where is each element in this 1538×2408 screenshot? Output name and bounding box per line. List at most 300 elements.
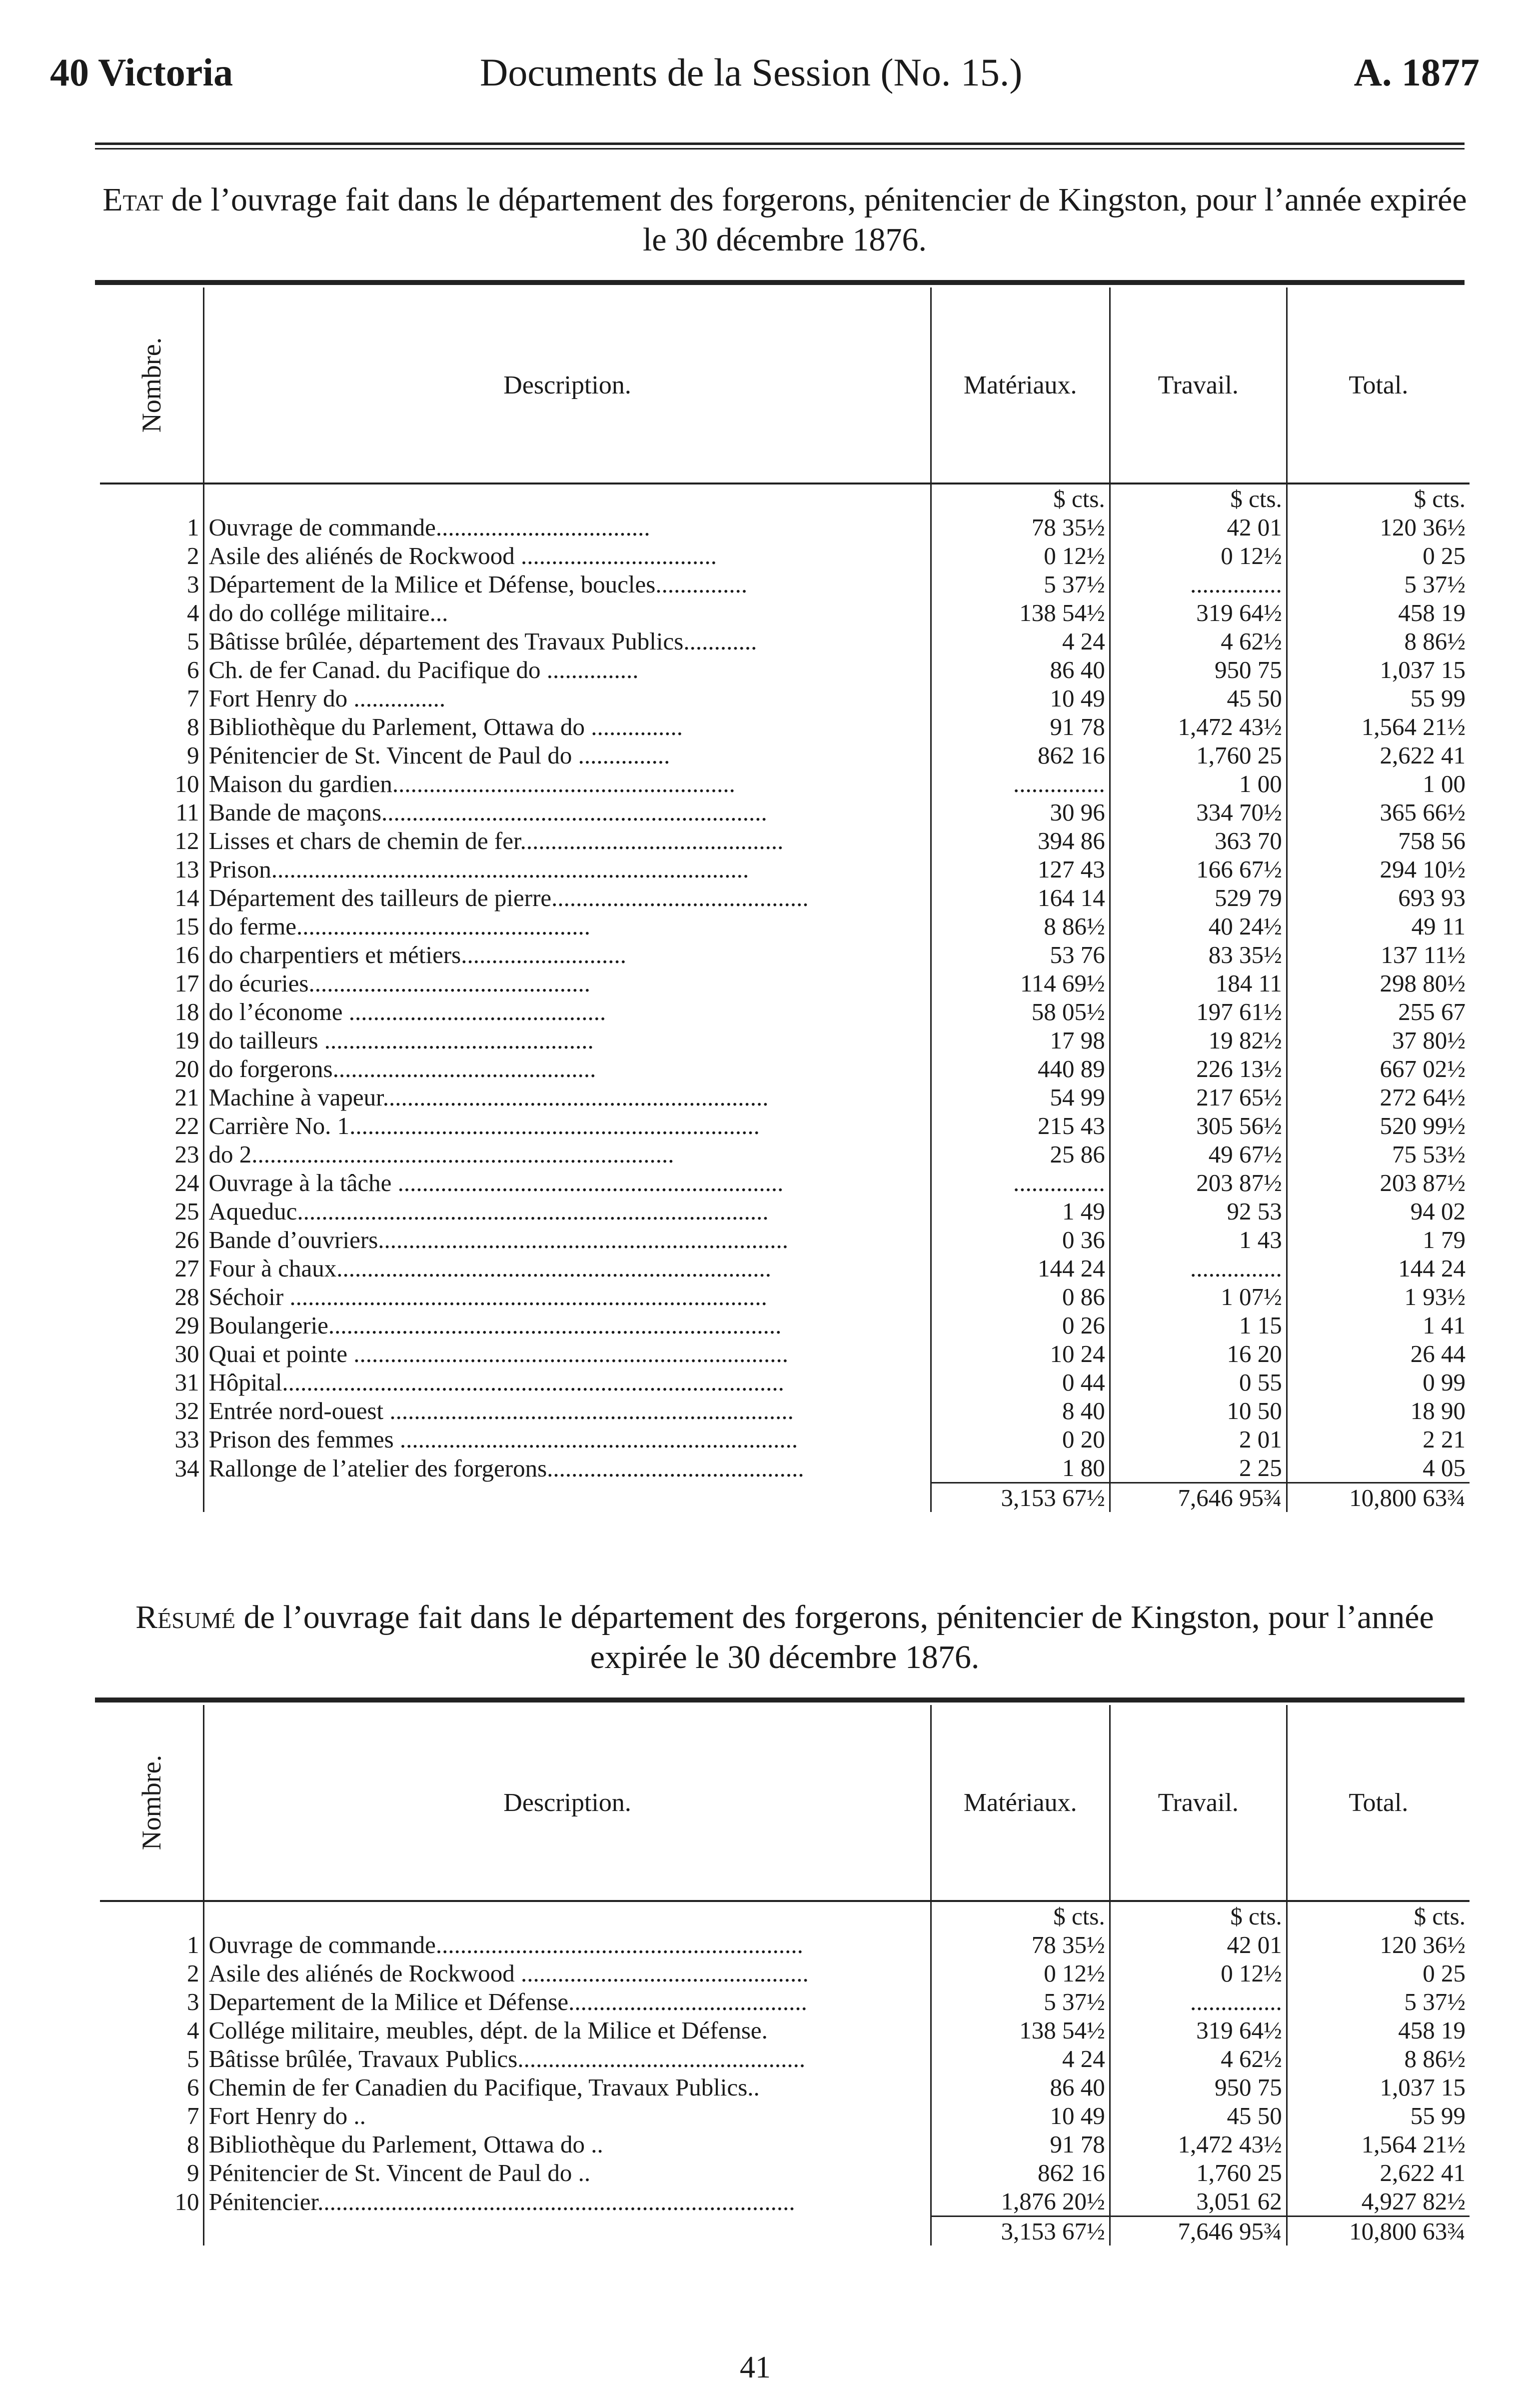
- row-materiaux: 862 16: [931, 2158, 1110, 2187]
- table-row: [100, 1197, 1470, 1226]
- row-travail: 16 20: [1110, 1340, 1287, 1368]
- row-description: Bande de maçons...............................................................: [204, 798, 931, 826]
- row-description: do charpentiers et métiers...........................: [204, 940, 931, 969]
- table1-total-trav: 7,646 95¾: [1110, 1483, 1287, 1512]
- row-number: 11: [175, 798, 199, 826]
- table-row: [100, 598, 1470, 627]
- row-number: 12: [174, 827, 199, 854]
- row-materiaux: 1 80: [931, 1454, 1110, 1483]
- table-row: [100, 2016, 1470, 2044]
- table2-unit-mat: $ cts.: [931, 1901, 1110, 1930]
- row-travail: 0 12½: [1110, 1959, 1287, 1988]
- row-description: Séchoir ..............................................................................: [204, 1282, 931, 1311]
- row-description: Hôpital..................................................................................: [204, 1368, 931, 1396]
- row-materiaux: 0 86: [931, 1282, 1110, 1311]
- row-number: 2: [186, 1960, 199, 1987]
- row-number: 4: [186, 2016, 199, 2044]
- row-description: Prison..............................................................................: [204, 855, 931, 884]
- row-total: 1,037 15: [1287, 656, 1470, 684]
- row-number: 18: [174, 998, 199, 1026]
- row-number: 6: [186, 2074, 199, 2101]
- row-description: Fort Henry do ...............: [204, 684, 931, 712]
- row-materiaux: 53 76: [931, 940, 1110, 969]
- row-description: Prison des femmes .................................................................: [204, 1425, 931, 1454]
- header-center: Documents de la Session (No. 15.): [480, 50, 1023, 94]
- row-number: 27: [174, 1254, 199, 1282]
- row-total: 94 02: [1287, 1197, 1470, 1226]
- row-travail: 4 62½: [1110, 627, 1287, 656]
- row-travail: 0 55: [1110, 1368, 1287, 1396]
- row-materiaux: 4 24: [931, 627, 1110, 656]
- header-right: A. 1877: [1354, 50, 1480, 94]
- table2-total-tot: 10,800 63¾: [1287, 2216, 1470, 2246]
- row-travail: 197 61½: [1110, 998, 1287, 1026]
- row-materiaux: 0 44: [931, 1368, 1110, 1396]
- row-total: 49 11: [1287, 912, 1470, 940]
- row-travail: 40 24½: [1110, 912, 1287, 940]
- row-number: 26: [174, 1226, 199, 1254]
- row-total: 0 99: [1287, 1368, 1470, 1396]
- row-number: 32: [174, 1397, 199, 1424]
- row-description: Bibliothèque du Parlement, Ottawa do ...............: [204, 712, 931, 741]
- row-materiaux: 91 78: [931, 2130, 1110, 2158]
- row-travail: 1 43: [1110, 1226, 1287, 1254]
- row-total: 458 19: [1287, 2016, 1470, 2044]
- row-number: 5: [186, 628, 199, 655]
- row-total: 203 87½: [1287, 1168, 1470, 1197]
- row-total: 120 36½: [1287, 1930, 1470, 1959]
- table2-top-rule: [95, 1698, 1465, 1702]
- row-total: 37 80½: [1287, 1026, 1470, 1054]
- table-row: [100, 969, 1470, 998]
- table1-caption-text: de l’ouvrage fait dans le département des forgerons, pénitencier de Kingston, pour l’année expirée le 30 décembre 1876.: [171, 182, 1467, 258]
- row-travail: 334 70½: [1110, 798, 1287, 826]
- row-materiaux: 58 05½: [931, 998, 1110, 1026]
- row-travail: ...............: [1110, 1254, 1287, 1282]
- row-materiaux: ...............: [931, 1168, 1110, 1197]
- row-number: 9: [186, 742, 199, 769]
- row-total: 1,564 21½: [1287, 2130, 1470, 2158]
- row-materiaux: 0 12½: [931, 1959, 1110, 1988]
- table1-head-travail: Travail.: [1110, 288, 1287, 484]
- table1-total-mat: 3,153 67½: [931, 1483, 1110, 1512]
- row-travail: 950 75: [1110, 2073, 1287, 2102]
- table-row: [100, 798, 1470, 826]
- row-description: Pénitencier de St. Vincent de Paul do ..: [204, 2158, 931, 2187]
- row-materiaux: 86 40: [931, 2073, 1110, 2102]
- row-materiaux: 30 96: [931, 798, 1110, 826]
- row-travail: 529 79: [1110, 884, 1287, 912]
- row-travail: 83 35½: [1110, 940, 1287, 969]
- row-travail: 363 70: [1110, 826, 1287, 855]
- table-row: [100, 1112, 1470, 1140]
- row-total: 365 66½: [1287, 798, 1470, 826]
- table2-unit-row: [100, 1901, 1470, 1930]
- row-travail: 3,051 62: [1110, 2187, 1287, 2216]
- row-description: Bâtisse brûlée, département des Travaux Publics............: [204, 627, 931, 656]
- row-travail: 203 87½: [1110, 1168, 1287, 1197]
- row-description: do ferme................................................: [204, 912, 931, 940]
- header-rule: [95, 142, 1465, 150]
- row-description: Aqueduc.............................................................................: [204, 1197, 931, 1226]
- row-total: 693 93: [1287, 884, 1470, 912]
- table-row: [100, 570, 1470, 598]
- row-total: 1 00: [1287, 770, 1470, 798]
- row-description: Bibliothèque du Parlement, Ottawa do ..: [204, 2130, 931, 2158]
- row-number: 10: [174, 2188, 199, 2216]
- table-row: [100, 1140, 1470, 1168]
- table2-head-travail: Travail.: [1110, 1705, 1287, 1901]
- row-description: Fort Henry do ..: [204, 2102, 931, 2130]
- row-materiaux: 78 35½: [931, 1930, 1110, 1959]
- row-description: do 2.....................................................................: [204, 1140, 931, 1168]
- table2-total-mat: 3,153 67½: [931, 2216, 1110, 2246]
- table-row: [100, 1226, 1470, 1254]
- row-materiaux: 8 86½: [931, 912, 1110, 940]
- row-number: 23: [174, 1140, 199, 1168]
- row-number: 15: [174, 912, 199, 940]
- table-row: [100, 741, 1470, 770]
- table2-caption-lead: Résumé: [135, 1599, 236, 1636]
- table2-head-nombre: Nombre.: [100, 1705, 204, 1901]
- row-materiaux: 86 40: [931, 656, 1110, 684]
- row-total: 4 05: [1287, 1454, 1470, 1483]
- table-row: [100, 513, 1470, 542]
- row-materiaux: 5 37½: [931, 1988, 1110, 2016]
- row-total: 1 93½: [1287, 1282, 1470, 1311]
- row-materiaux: 54 99: [931, 1083, 1110, 1112]
- table-row: [100, 542, 1470, 570]
- row-travail: 166 67½: [1110, 855, 1287, 884]
- row-materiaux: 0 12½: [931, 542, 1110, 570]
- row-travail: 49 67½: [1110, 1140, 1287, 1168]
- row-number: 21: [174, 1084, 199, 1111]
- table2-caption-text: de l’ouvrage fait dans le département des forgerons, pénitencier de Kingston, pour l’année expirée le 30 décembre 1876.: [243, 1599, 1434, 1676]
- row-total: 18 90: [1287, 1396, 1470, 1425]
- table-row: [100, 2044, 1470, 2073]
- row-total: 26 44: [1287, 1340, 1470, 1368]
- table2-head-description: Description.: [204, 1705, 931, 1901]
- row-number: 20: [174, 1055, 199, 1082]
- row-number: 1: [186, 1931, 199, 1958]
- row-description: Departement de la Milice et Défense.......................................: [204, 1988, 931, 2016]
- row-materiaux: 78 35½: [931, 513, 1110, 542]
- row-number: 33: [174, 1426, 199, 1453]
- row-materiaux: 215 43: [931, 1112, 1110, 1140]
- table1-unit-row: [100, 484, 1470, 513]
- row-materiaux: 862 16: [931, 741, 1110, 770]
- row-total: 8 86½: [1287, 627, 1470, 656]
- row-total: 4,927 82½: [1287, 2187, 1470, 2216]
- row-number: 2: [186, 542, 199, 570]
- row-materiaux: 1 49: [931, 1197, 1110, 1226]
- table1: [100, 288, 1470, 1512]
- table2: [100, 1705, 1470, 2246]
- row-travail: 42 01: [1110, 1930, 1287, 1959]
- row-description: Asile des aliénés de Rockwood ................................: [204, 542, 931, 570]
- row-travail: 19 82½: [1110, 1026, 1287, 1054]
- row-description: Machine à vapeur...............................................................: [204, 1083, 931, 1112]
- row-description: Chemin de fer Canadien du Pacifique, Travaux Publics..: [204, 2073, 931, 2102]
- row-description: Quai et pointe .......................................................................: [204, 1340, 931, 1368]
- row-materiaux: 127 43: [931, 855, 1110, 884]
- row-materiaux: 10 24: [931, 1340, 1110, 1368]
- row-number: 6: [186, 656, 199, 684]
- table-row: [100, 656, 1470, 684]
- row-materiaux: 25 86: [931, 1140, 1110, 1168]
- row-number: 5: [186, 2045, 199, 2072]
- row-total: 758 56: [1287, 826, 1470, 855]
- row-number: 14: [174, 884, 199, 912]
- row-number: 1: [186, 514, 199, 541]
- row-total: 144 24: [1287, 1254, 1470, 1282]
- table2-total-trav: 7,646 95¾: [1110, 2216, 1287, 2246]
- table-row: [100, 998, 1470, 1026]
- table1-head-total: Total.: [1287, 288, 1470, 484]
- row-materiaux: 440 89: [931, 1054, 1110, 1083]
- row-total: 0 25: [1287, 542, 1470, 570]
- row-travail: 92 53: [1110, 1197, 1287, 1226]
- row-materiaux: 8 40: [931, 1396, 1110, 1425]
- row-number: 17: [174, 970, 199, 997]
- table1-total-tot: 10,800 63¾: [1287, 1483, 1470, 1512]
- table-row: [100, 1311, 1470, 1340]
- row-travail: 319 64½: [1110, 598, 1287, 627]
- row-materiaux: 164 14: [931, 884, 1110, 912]
- table-row: [100, 2158, 1470, 2187]
- row-description: Bâtisse brûlée, Travaux Publics...............................................: [204, 2044, 931, 2073]
- table-row: [100, 1368, 1470, 1396]
- row-number: 31: [174, 1368, 199, 1396]
- table-row: [100, 940, 1470, 969]
- row-description: Lisses et chars de chemin de fer...........................................: [204, 826, 931, 855]
- row-total: 2 21: [1287, 1425, 1470, 1454]
- row-travail: 1,472 43½: [1110, 2130, 1287, 2158]
- page-number: 41: [740, 2350, 771, 2384]
- row-materiaux: 10 49: [931, 2102, 1110, 2130]
- row-description: Boulangerie..........................................................................: [204, 1311, 931, 1340]
- table1-caption: [100, 180, 1470, 260]
- table-row: [100, 1930, 1470, 1959]
- row-number: 9: [186, 2159, 199, 2186]
- row-travail: 45 50: [1110, 2102, 1287, 2130]
- row-description: Département des tailleurs de pierre..........................................: [204, 884, 931, 912]
- row-total: 2,622 41: [1287, 741, 1470, 770]
- table1-top-rule: [95, 280, 1465, 285]
- row-total: 298 80½: [1287, 969, 1470, 998]
- table-row: [100, 712, 1470, 741]
- row-description: do tailleurs ............................................: [204, 1026, 931, 1054]
- table-row: [100, 826, 1470, 855]
- row-materiaux: 10 49: [931, 684, 1110, 712]
- row-travail: 10 50: [1110, 1396, 1287, 1425]
- row-total: 272 64½: [1287, 1083, 1470, 1112]
- row-description: Ouvrage de commande...................................: [204, 513, 931, 542]
- table1-unit-tot: $ cts.: [1287, 484, 1470, 513]
- row-description: Collége militaire, meubles, dépt. de la Milice et Défense.: [204, 2016, 931, 2044]
- table-row: [100, 1168, 1470, 1197]
- table2-caption: [100, 1598, 1470, 1678]
- table-row: [100, 2073, 1470, 2102]
- row-travail: 2 01: [1110, 1425, 1287, 1454]
- table2-header-row: [100, 1705, 1470, 1901]
- row-number: 30: [174, 1340, 199, 1368]
- table-row: [100, 1282, 1470, 1311]
- row-materiaux: 114 69½: [931, 969, 1110, 998]
- row-description: Carrière No. 1...................................................................: [204, 1112, 931, 1140]
- table1-unit-trav: $ cts.: [1110, 484, 1287, 513]
- row-total: 0 25: [1287, 1959, 1470, 1988]
- row-description: Four à chaux.......................................................................: [204, 1254, 931, 1282]
- table-row: [100, 2187, 1470, 2216]
- row-number: 25: [174, 1198, 199, 1225]
- table-row: [100, 855, 1470, 884]
- row-total: 1 79: [1287, 1226, 1470, 1254]
- row-number: 28: [174, 1283, 199, 1310]
- row-number: 7: [186, 684, 199, 712]
- row-description: Asile des aliénés de Rockwood ...............................................: [204, 1959, 931, 1988]
- row-total: 1,564 21½: [1287, 712, 1470, 741]
- table-row: [100, 1959, 1470, 1988]
- row-travail: 1 00: [1110, 770, 1287, 798]
- row-travail: ...............: [1110, 1988, 1287, 2016]
- row-total: 55 99: [1287, 684, 1470, 712]
- row-travail: 305 56½: [1110, 1112, 1287, 1140]
- table-row: [100, 1425, 1470, 1454]
- row-travail: 226 13½: [1110, 1054, 1287, 1083]
- row-travail: 0 12½: [1110, 542, 1287, 570]
- row-total: 1,037 15: [1287, 2073, 1470, 2102]
- row-description: do forgerons...........................................: [204, 1054, 931, 1083]
- row-travail: 950 75: [1110, 656, 1287, 684]
- row-materiaux: 144 24: [931, 1254, 1110, 1282]
- table2-unit-tot: $ cts.: [1287, 1901, 1470, 1930]
- row-description: Maison du gardien........................................................: [204, 770, 931, 798]
- row-materiaux: 1,876 20½: [931, 2187, 1110, 2216]
- table-row: [100, 770, 1470, 798]
- row-travail: 4 62½: [1110, 2044, 1287, 2073]
- table1-head-description: Description.: [204, 288, 931, 484]
- row-travail: 1,760 25: [1110, 741, 1287, 770]
- running-header: [50, 50, 1480, 110]
- row-travail: 319 64½: [1110, 2016, 1287, 2044]
- table-row: [100, 2102, 1470, 2130]
- table-row: [100, 1026, 1470, 1054]
- row-number: 34: [174, 1454, 199, 1482]
- row-number: 3: [186, 1988, 199, 2016]
- row-number: 8: [186, 2130, 199, 2158]
- table2-head-materiaux: Matériaux.: [931, 1705, 1110, 1901]
- row-materiaux: 0 36: [931, 1226, 1110, 1254]
- row-total: 294 10½: [1287, 855, 1470, 884]
- row-materiaux: 138 54½: [931, 598, 1110, 627]
- row-total: 55 99: [1287, 2102, 1470, 2130]
- table1-total-row: [100, 1483, 1470, 1512]
- row-travail: 217 65½: [1110, 1083, 1287, 1112]
- row-number: 3: [186, 570, 199, 598]
- row-travail: 1 07½: [1110, 1282, 1287, 1311]
- row-travail: 42 01: [1110, 513, 1287, 542]
- table1-head-materiaux: Matériaux.: [931, 288, 1110, 484]
- row-total: 2,622 41: [1287, 2158, 1470, 2187]
- row-total: 120 36½: [1287, 513, 1470, 542]
- table-row: [100, 684, 1470, 712]
- table2-unit-trav: $ cts.: [1110, 1901, 1287, 1930]
- row-description: Entrée nord-ouest ..................................................................: [204, 1396, 931, 1425]
- row-materiaux: 0 20: [931, 1425, 1110, 1454]
- row-total: 1 41: [1287, 1311, 1470, 1340]
- table-row: [100, 1054, 1470, 1083]
- row-materiaux: 91 78: [931, 712, 1110, 741]
- row-number: 10: [174, 770, 199, 798]
- row-number: 13: [174, 856, 199, 883]
- row-description: Ch. de fer Canad. du Pacifique do ...............: [204, 656, 931, 684]
- row-description: do do collége militaire...: [204, 598, 931, 627]
- row-number: 4: [186, 599, 199, 626]
- row-total: 520 99½: [1287, 1112, 1470, 1140]
- table-row: [100, 884, 1470, 912]
- row-materiaux: 138 54½: [931, 2016, 1110, 2044]
- row-total: 137 11½: [1287, 940, 1470, 969]
- table-row: [100, 1083, 1470, 1112]
- row-travail: ...............: [1110, 570, 1287, 598]
- table1-caption-lead: Etat: [102, 182, 163, 218]
- row-travail: 1 15: [1110, 1311, 1287, 1340]
- row-number: 7: [186, 2102, 199, 2130]
- row-description: Pénitencier..............................................................................: [204, 2187, 931, 2216]
- table2-head-total: Total.: [1287, 1705, 1470, 1901]
- table2-total-row: [100, 2216, 1470, 2246]
- row-number: 24: [174, 1169, 199, 1196]
- row-travail: 2 25: [1110, 1454, 1287, 1483]
- table-row: [100, 627, 1470, 656]
- row-total: 5 37½: [1287, 1988, 1470, 2016]
- row-number: 8: [186, 713, 199, 740]
- table-row: [100, 1988, 1470, 2016]
- header-left: 40 Victoria: [50, 50, 233, 94]
- row-description: Ouvrage de commande............................................................: [204, 1930, 931, 1959]
- table-row: [100, 2130, 1470, 2158]
- row-description: do l’économe ..........................................: [204, 998, 931, 1026]
- table-row: [100, 1340, 1470, 1368]
- row-description: do écuries..............................................: [204, 969, 931, 998]
- table1-head-nombre: Nombre.: [100, 288, 204, 484]
- row-total: 458 19: [1287, 598, 1470, 627]
- row-materiaux: 5 37½: [931, 570, 1110, 598]
- row-total: 8 86½: [1287, 2044, 1470, 2073]
- row-number: 22: [174, 1112, 199, 1140]
- row-travail: 1,760 25: [1110, 2158, 1287, 2187]
- table-row: [100, 1396, 1470, 1425]
- row-description: Rallonge de l’atelier des forgerons..........................................: [204, 1454, 931, 1483]
- row-description: Pénitencier de St. Vincent de Paul do ...............: [204, 741, 931, 770]
- row-materiaux: ...............: [931, 770, 1110, 798]
- row-materiaux: 0 26: [931, 1311, 1110, 1340]
- row-description: Département de la Milice et Défense, boucles...............: [204, 570, 931, 598]
- row-total: 667 02½: [1287, 1054, 1470, 1083]
- row-materiaux: 17 98: [931, 1026, 1110, 1054]
- row-total: 255 67: [1287, 998, 1470, 1026]
- row-description: Bande d’ouvriers...................................................................: [204, 1226, 931, 1254]
- table-row: [100, 1254, 1470, 1282]
- row-number: 16: [174, 941, 199, 968]
- table1-unit-mat: $ cts.: [931, 484, 1110, 513]
- table-row: [100, 1454, 1470, 1483]
- row-number: 19: [174, 1026, 199, 1054]
- row-travail: 184 11: [1110, 969, 1287, 998]
- row-materiaux: 394 86: [931, 826, 1110, 855]
- row-description: Ouvrage à la tâche ...............................................................: [204, 1168, 931, 1197]
